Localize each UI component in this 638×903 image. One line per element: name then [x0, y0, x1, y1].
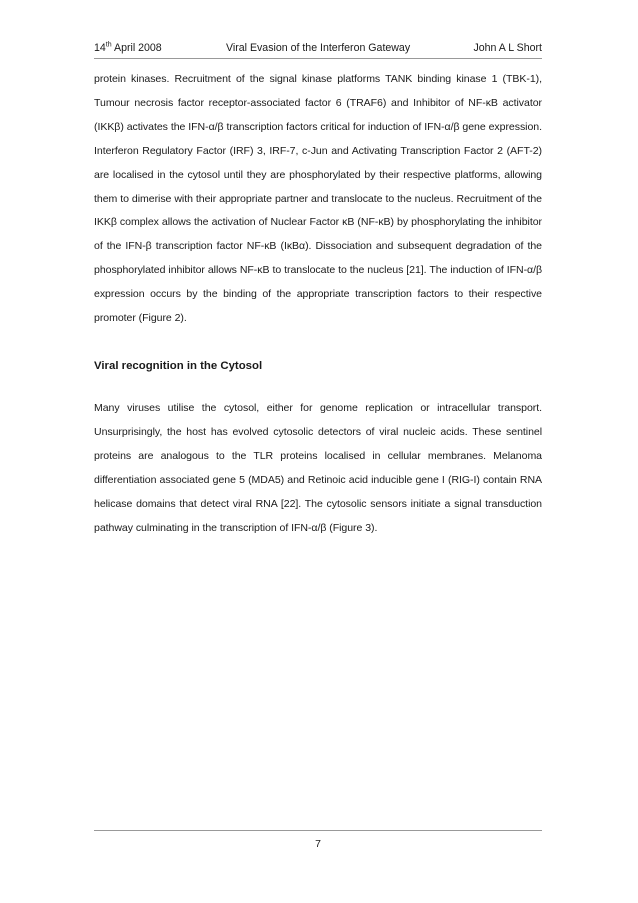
- footer-divider: [94, 830, 542, 831]
- body-paragraph-2: Many viruses utilise the cytosol, either for genome replication or intracellular transport. Unsurprisingly, the host has evolved cytosolic detectors of viral nucleic acids. These sentinel proteins are analogous to the TLR proteins localised in cellular membranes. Melanoma differentiation associated gene 5 (MDA5) and Retinoic acid inducible gene I (RIG-I) contain RNA helicase domains that detect viral RNA [22]. The cytosolic sensors initiate a signal transduction pathway culminating in the transcription of IFN-α/β (Figure 3).: [94, 402, 542, 534]
- body-paragraph-1: protein kinases. Recruitment of the signal kinase platforms TANK binding kinase 1 (TBK-1), Tumour necrosis factor receptor-associated factor 6 (TRAF6) and Inhibitor of NF-κB activator (IKKβ) activates the IFN-α/β transcription factors critical for induction of IFN-α/β gene expression. Interferon Regulatory Factor (IRF) 3, IRF-7, c-Jun and Activating Transcription Factor 2 (AFT-2) are localised in the cytosol until they are phosphorylated by their respective platforms, allowing them to dimerise with their appropriate partner and translocate to the nucleus. Recruitment of the IKKβ complex allows the activation of Nuclear Factor κB (NF-κB) by phosphorylating the inhibitor of the IFN-β transcription factor NF-κB (IκBα). Dissociation and subsequent degradation of the phosphorylated inhibitor allows NF-κB to translocate to the nucleus [21]. The induction of IFN-α/β expression occurs by the binding of the appropriate transcription factors to their respective promoter (Figure 2).: [94, 73, 542, 325]
- page-number: 7: [315, 838, 321, 850]
- header-date-suffix: th: [105, 41, 112, 49]
- header-date-rest: April 2008: [111, 42, 162, 54]
- section-heading: Viral recognition in the Cytosol: [94, 360, 263, 372]
- header-author: John A L Short: [473, 42, 542, 54]
- header-date: [94, 40, 162, 56]
- page-header: [94, 40, 542, 56]
- header-divider: [94, 58, 542, 59]
- header-date-day: 14: [94, 42, 106, 54]
- header-title: Viral Evasion of the Interferon Gateway: [226, 42, 411, 54]
